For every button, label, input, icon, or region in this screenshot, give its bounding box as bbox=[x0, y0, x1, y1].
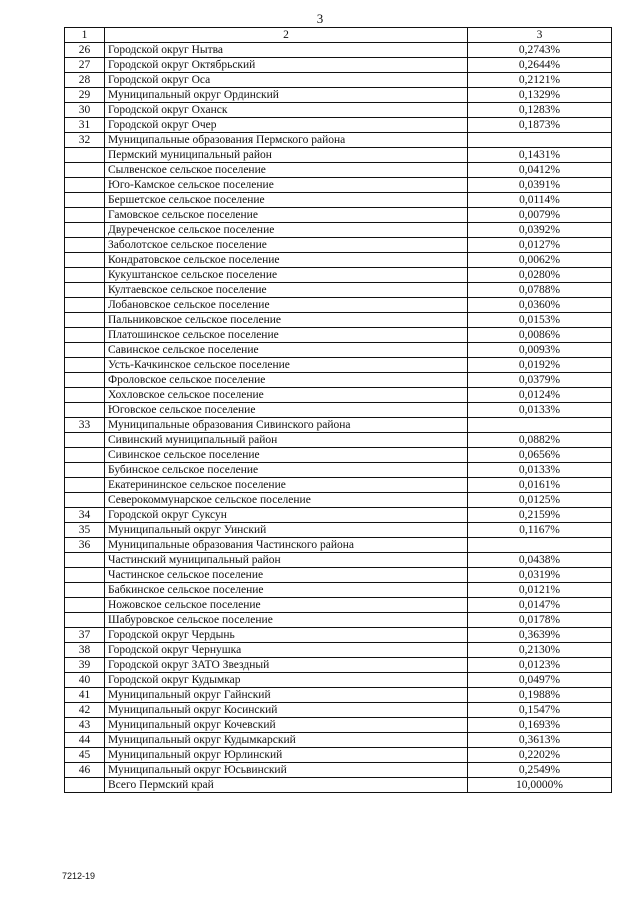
row-value: 0,3613% bbox=[468, 733, 612, 748]
row-number bbox=[65, 163, 105, 178]
row-name: Фроловское сельское поселение bbox=[105, 373, 468, 388]
table-row bbox=[65, 73, 612, 88]
row-value: 10,0000% bbox=[468, 778, 612, 793]
row-value: 0,0319% bbox=[468, 568, 612, 583]
row-number bbox=[65, 478, 105, 493]
table-row bbox=[65, 463, 612, 478]
row-number: 33 bbox=[65, 418, 105, 433]
row-number bbox=[65, 208, 105, 223]
row-name: Северокоммунарское сельское поселение bbox=[105, 493, 468, 508]
row-number bbox=[65, 613, 105, 628]
row-name: Савинское сельское поселение bbox=[105, 343, 468, 358]
row-name: Муниципальный округ Юсьвинский bbox=[105, 763, 468, 778]
row-name: Сивинское сельское поселение bbox=[105, 448, 468, 463]
table-row bbox=[65, 613, 612, 628]
row-name: Городской округ Нытва bbox=[105, 43, 468, 58]
row-value: 0,1873% bbox=[468, 118, 612, 133]
row-number: 29 bbox=[65, 88, 105, 103]
table-row bbox=[65, 343, 612, 358]
table-row bbox=[65, 658, 612, 673]
row-value: 0,2644% bbox=[468, 58, 612, 73]
row-value: 0,2121% bbox=[468, 73, 612, 88]
row-name: Муниципальные образования Сивинского района bbox=[105, 418, 468, 433]
row-name: Частинское сельское поселение bbox=[105, 568, 468, 583]
row-name: Бершетское сельское поселение bbox=[105, 193, 468, 208]
row-number bbox=[65, 148, 105, 163]
row-name: Сивинский муниципальный район bbox=[105, 433, 468, 448]
row-name: Городской округ Кудымкар bbox=[105, 673, 468, 688]
row-value: 0,0412% bbox=[468, 163, 612, 178]
row-number: 38 bbox=[65, 643, 105, 658]
row-name: Муниципальный округ Уинский bbox=[105, 523, 468, 538]
row-value: 0,0280% bbox=[468, 268, 612, 283]
row-name: Муниципальные образования Частинского района bbox=[105, 538, 468, 553]
table-row bbox=[65, 58, 612, 73]
table-header-row bbox=[65, 28, 612, 43]
row-number: 26 bbox=[65, 43, 105, 58]
table-row bbox=[65, 163, 612, 178]
row-number: 40 bbox=[65, 673, 105, 688]
table-row bbox=[65, 553, 612, 568]
row-number bbox=[65, 433, 105, 448]
table-row bbox=[65, 148, 612, 163]
row-value: 0,1329% bbox=[468, 88, 612, 103]
row-number: 42 bbox=[65, 703, 105, 718]
row-number bbox=[65, 223, 105, 238]
row-value: 0,0125% bbox=[468, 493, 612, 508]
row-name: Городской округ Суксун bbox=[105, 508, 468, 523]
row-number: 45 bbox=[65, 748, 105, 763]
table-row bbox=[65, 283, 612, 298]
table-row bbox=[65, 418, 612, 433]
row-number bbox=[65, 373, 105, 388]
row-value: 0,0127% bbox=[468, 238, 612, 253]
row-number: 34 bbox=[65, 508, 105, 523]
row-number: 44 bbox=[65, 733, 105, 748]
table-row bbox=[65, 748, 612, 763]
table-row bbox=[65, 523, 612, 538]
row-number: 27 bbox=[65, 58, 105, 73]
table-row bbox=[65, 478, 612, 493]
row-value: 0,1547% bbox=[468, 703, 612, 718]
row-value: 0,2743% bbox=[468, 43, 612, 58]
row-number bbox=[65, 283, 105, 298]
row-number: 39 bbox=[65, 658, 105, 673]
row-number bbox=[65, 343, 105, 358]
table-row bbox=[65, 388, 612, 403]
row-number bbox=[65, 553, 105, 568]
table-row bbox=[65, 583, 612, 598]
row-name: Городской округ Очер bbox=[105, 118, 468, 133]
row-name: Бабкинское сельское поселение bbox=[105, 583, 468, 598]
table-row bbox=[65, 703, 612, 718]
table-row bbox=[65, 298, 612, 313]
row-name: Муниципальный округ Гайнский bbox=[105, 688, 468, 703]
row-value: 0,2159% bbox=[468, 508, 612, 523]
table-row bbox=[65, 733, 612, 748]
row-value: 0,0121% bbox=[468, 583, 612, 598]
row-value: 0,0114% bbox=[468, 193, 612, 208]
row-value: 0,0161% bbox=[468, 478, 612, 493]
table-row bbox=[65, 328, 612, 343]
row-number: 31 bbox=[65, 118, 105, 133]
row-name: Заболотское сельское поселение bbox=[105, 238, 468, 253]
row-name: Юговское сельское поселение bbox=[105, 403, 468, 418]
row-number: 30 bbox=[65, 103, 105, 118]
row-number bbox=[65, 313, 105, 328]
row-number: 43 bbox=[65, 718, 105, 733]
row-value: 0,0178% bbox=[468, 613, 612, 628]
table-row bbox=[65, 688, 612, 703]
row-name: Юго-Камское сельское поселение bbox=[105, 178, 468, 193]
table-row bbox=[65, 253, 612, 268]
row-value: 0,2130% bbox=[468, 643, 612, 658]
row-value: 0,1431% bbox=[468, 148, 612, 163]
row-value: 0,0124% bbox=[468, 388, 612, 403]
table-row bbox=[65, 673, 612, 688]
row-value: 0,1283% bbox=[468, 103, 612, 118]
row-value bbox=[468, 418, 612, 433]
row-number bbox=[65, 238, 105, 253]
row-number bbox=[65, 493, 105, 508]
row-number bbox=[65, 403, 105, 418]
row-name: Городской округ Оханск bbox=[105, 103, 468, 118]
row-number bbox=[65, 448, 105, 463]
table-row bbox=[65, 208, 612, 223]
row-value: 0,0497% bbox=[468, 673, 612, 688]
page-number: 3 bbox=[316, 11, 324, 26]
header-col-name: 2 bbox=[105, 28, 468, 43]
row-number: 35 bbox=[65, 523, 105, 538]
table-row bbox=[65, 103, 612, 118]
table-row bbox=[65, 193, 612, 208]
distribution-table bbox=[64, 27, 612, 793]
row-value: 0,0133% bbox=[468, 403, 612, 418]
table-row bbox=[65, 508, 612, 523]
row-value: 0,1693% bbox=[468, 718, 612, 733]
row-value: 0,0093% bbox=[468, 343, 612, 358]
row-value: 0,0192% bbox=[468, 358, 612, 373]
header-col-number: 1 bbox=[65, 28, 105, 43]
row-name: Бубинское сельское поселение bbox=[105, 463, 468, 478]
row-value: 0,0438% bbox=[468, 553, 612, 568]
row-value: 0,0656% bbox=[468, 448, 612, 463]
table-row bbox=[65, 778, 612, 793]
row-value: 0,0788% bbox=[468, 283, 612, 298]
row-name: Усть-Качкинское сельское поселение bbox=[105, 358, 468, 373]
row-name: Городской округ ЗАТО Звездный bbox=[105, 658, 468, 673]
table-row bbox=[65, 268, 612, 283]
row-number: 37 bbox=[65, 628, 105, 643]
header-col-value: 3 bbox=[468, 28, 612, 43]
row-name: Городской округ Чердынь bbox=[105, 628, 468, 643]
row-number: 36 bbox=[65, 538, 105, 553]
row-value: 0,0882% bbox=[468, 433, 612, 448]
row-number bbox=[65, 463, 105, 478]
row-value: 0,2202% bbox=[468, 748, 612, 763]
row-number bbox=[65, 298, 105, 313]
row-value: 0,0391% bbox=[468, 178, 612, 193]
table-row bbox=[65, 223, 612, 238]
row-value: 0,0392% bbox=[468, 223, 612, 238]
table-row bbox=[65, 538, 612, 553]
table-row bbox=[65, 763, 612, 778]
table-row bbox=[65, 568, 612, 583]
row-value bbox=[468, 538, 612, 553]
table-row bbox=[65, 643, 612, 658]
row-value: 0,0147% bbox=[468, 598, 612, 613]
table-row bbox=[65, 598, 612, 613]
row-name: Городской округ Октябрьский bbox=[105, 58, 468, 73]
row-name: Муниципальный округ Косинский bbox=[105, 703, 468, 718]
row-number: 46 bbox=[65, 763, 105, 778]
row-name: Култаевское сельское поселение bbox=[105, 283, 468, 298]
row-name: Хохловское сельское поселение bbox=[105, 388, 468, 403]
row-name: Муниципальный округ Ординский bbox=[105, 88, 468, 103]
row-name: Муниципальный округ Юрлинский bbox=[105, 748, 468, 763]
row-value bbox=[468, 133, 612, 148]
row-value: 0,0123% bbox=[468, 658, 612, 673]
row-number: 32 bbox=[65, 133, 105, 148]
row-name: Сылвенское сельское поселение bbox=[105, 163, 468, 178]
row-name: Городской округ Чернушка bbox=[105, 643, 468, 658]
row-number bbox=[65, 778, 105, 793]
row-name: Муниципальный округ Кудымкарский bbox=[105, 733, 468, 748]
row-number bbox=[65, 178, 105, 193]
row-value: 0,0153% bbox=[468, 313, 612, 328]
row-value: 0,0086% bbox=[468, 328, 612, 343]
table-row bbox=[65, 133, 612, 148]
row-name: Пермский муниципальный район bbox=[105, 148, 468, 163]
row-name: Лобановское сельское поселение bbox=[105, 298, 468, 313]
row-number bbox=[65, 193, 105, 208]
row-value: 0,2549% bbox=[468, 763, 612, 778]
row-value: 0,0133% bbox=[468, 463, 612, 478]
row-name: Всего Пермский край bbox=[105, 778, 468, 793]
row-name: Пальниковское сельское поселение bbox=[105, 313, 468, 328]
row-number bbox=[65, 388, 105, 403]
row-value: 0,1167% bbox=[468, 523, 612, 538]
table-row bbox=[65, 88, 612, 103]
row-number bbox=[65, 328, 105, 343]
row-value: 0,0079% bbox=[468, 208, 612, 223]
row-number bbox=[65, 253, 105, 268]
row-name: Двуреченское сельское поселение bbox=[105, 223, 468, 238]
row-number bbox=[65, 583, 105, 598]
table-row bbox=[65, 448, 612, 463]
table-row bbox=[65, 358, 612, 373]
row-number bbox=[65, 568, 105, 583]
row-number bbox=[65, 358, 105, 373]
row-value: 0,0062% bbox=[468, 253, 612, 268]
row-name: Частинский муниципальный район bbox=[105, 553, 468, 568]
row-name: Екатерининское сельское поселение bbox=[105, 478, 468, 493]
table-row bbox=[65, 43, 612, 58]
row-value: 0,3639% bbox=[468, 628, 612, 643]
table-row bbox=[65, 373, 612, 388]
table-row bbox=[65, 178, 612, 193]
table-row bbox=[65, 118, 612, 133]
row-name: Ножовское сельское поселение bbox=[105, 598, 468, 613]
row-name: Муниципальные образования Пермского района bbox=[105, 133, 468, 148]
row-value: 0,1988% bbox=[468, 688, 612, 703]
row-name: Городской округ Оса bbox=[105, 73, 468, 88]
row-number bbox=[65, 598, 105, 613]
row-number bbox=[65, 268, 105, 283]
table-row bbox=[65, 313, 612, 328]
row-name: Гамовское сельское поселение bbox=[105, 208, 468, 223]
table-row bbox=[65, 718, 612, 733]
row-number: 41 bbox=[65, 688, 105, 703]
row-number: 28 bbox=[65, 73, 105, 88]
table-row bbox=[65, 628, 612, 643]
row-name: Кукуштанское сельское поселение bbox=[105, 268, 468, 283]
table-row bbox=[65, 493, 612, 508]
document-code: 7212-19 bbox=[62, 871, 96, 881]
table-row bbox=[65, 238, 612, 253]
row-value: 0,0360% bbox=[468, 298, 612, 313]
row-name: Платошинское сельское поселение bbox=[105, 328, 468, 343]
row-name: Шабуровское сельское поселение bbox=[105, 613, 468, 628]
row-name: Кондратовское сельское поселение bbox=[105, 253, 468, 268]
table-row bbox=[65, 433, 612, 448]
row-value: 0,0379% bbox=[468, 373, 612, 388]
row-name: Муниципальный округ Кочевский bbox=[105, 718, 468, 733]
table-row bbox=[65, 403, 612, 418]
